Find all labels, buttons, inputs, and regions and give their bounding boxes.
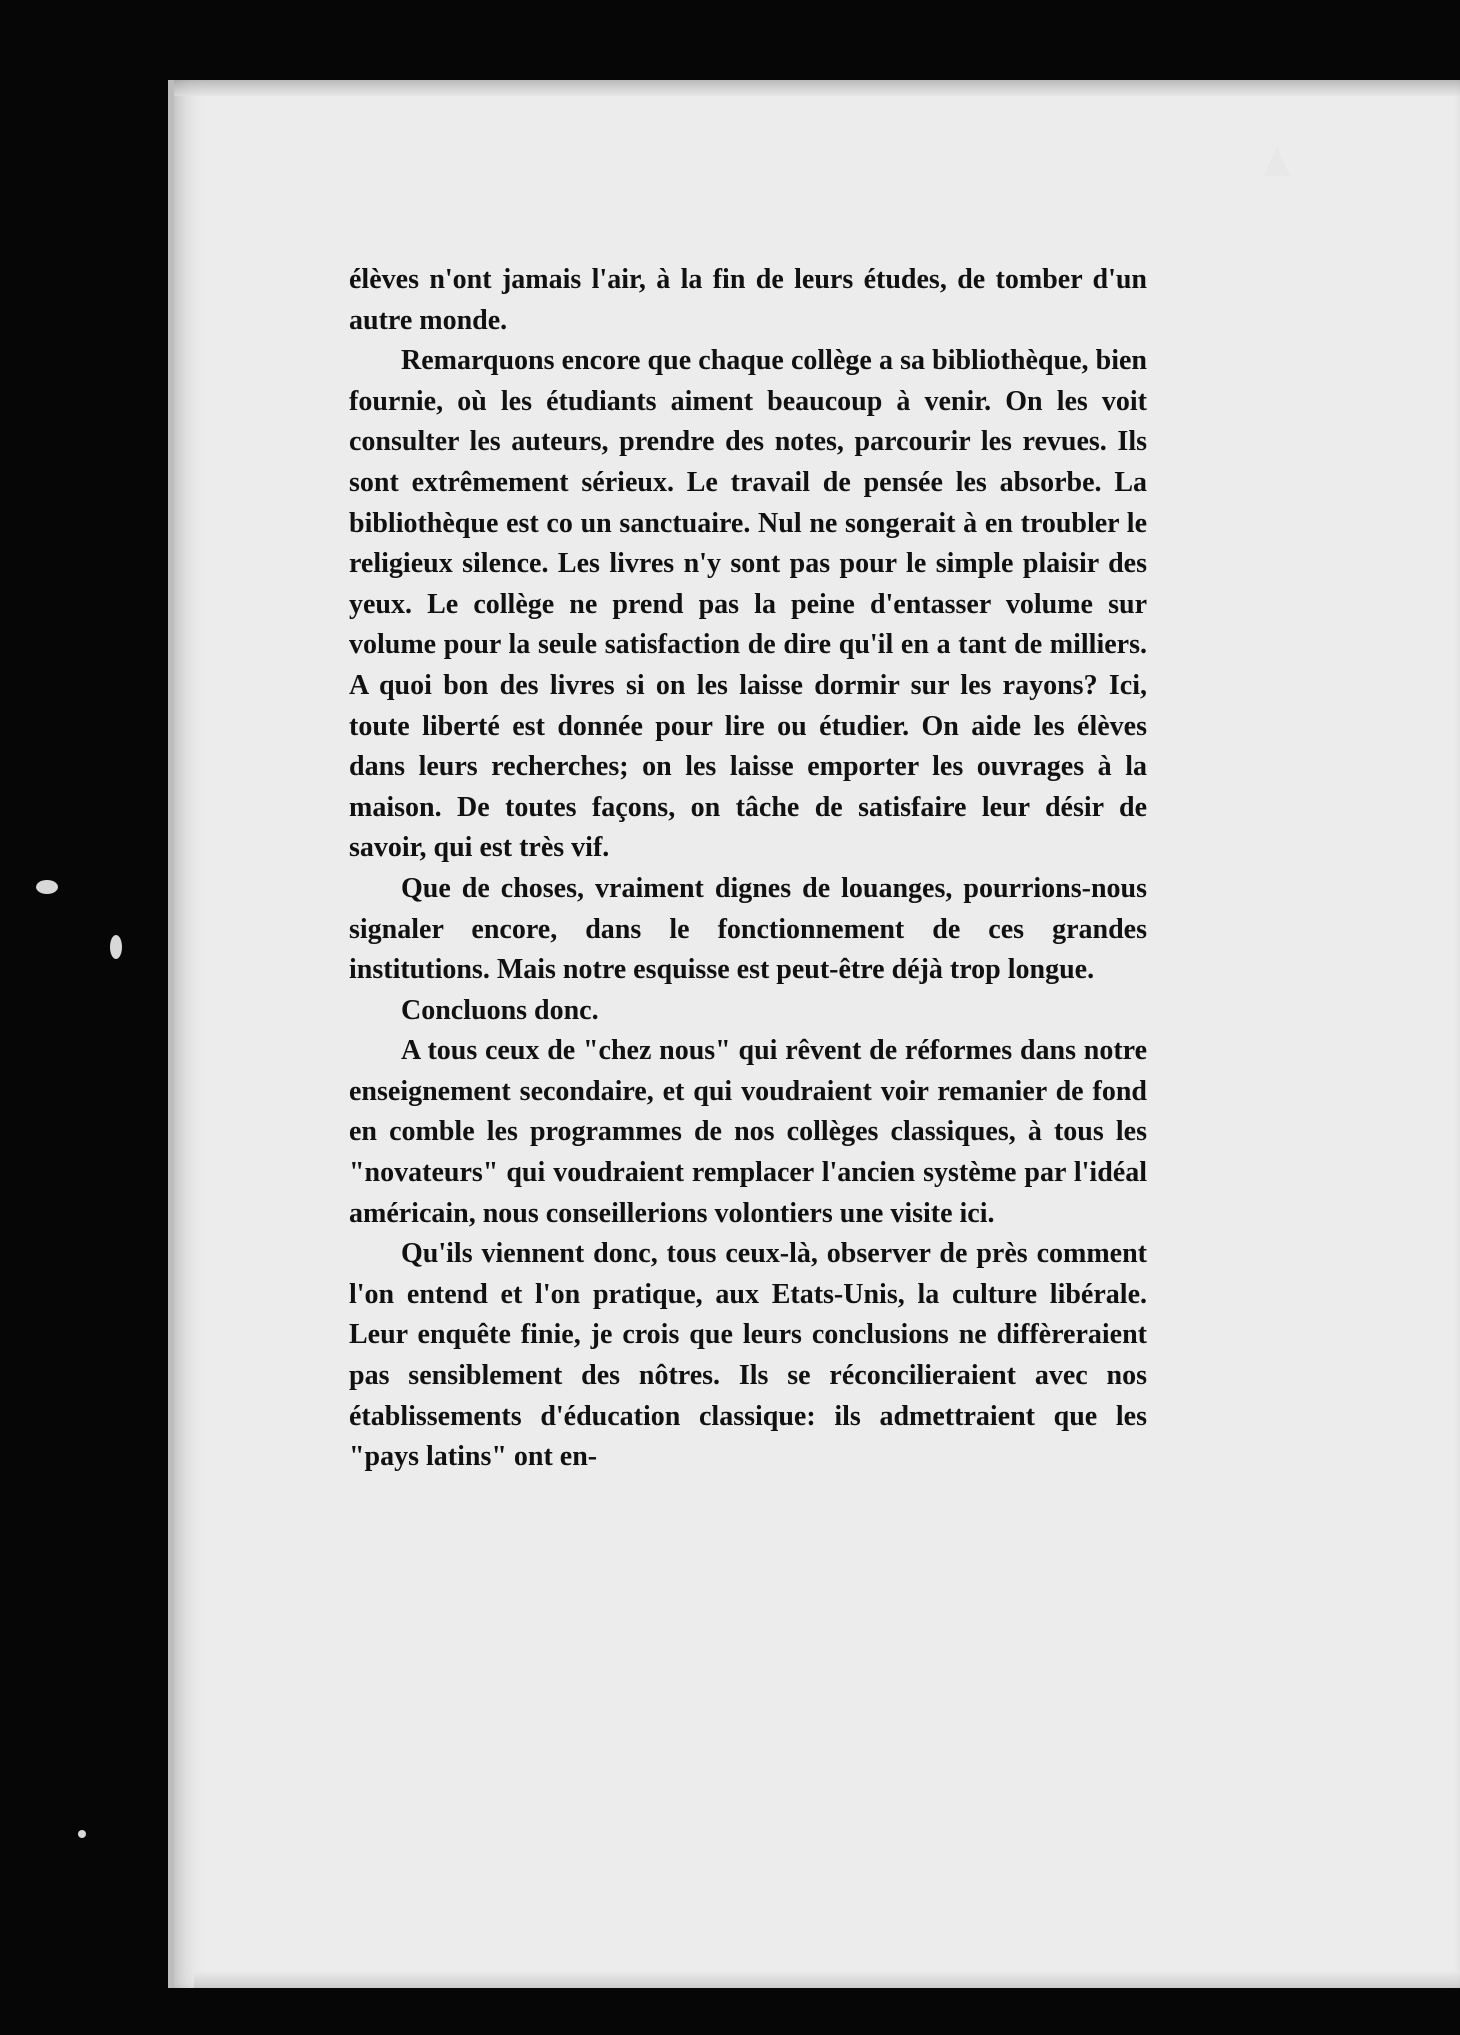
paragraph: A tous ceux de "chez nous" qui rêvent de réformes dans notre enseignement secondaire, et qui voudraient voir remanier de fond en comble les programmes de nos collèges classiques, à tous les "novateurs" qui voudraient remplacer l'ancien système par l'idéal américain, nous conseillerions volontiers une visite ici. bbox=[349, 1035, 1147, 1229]
scan-speck bbox=[36, 880, 58, 894]
paragraph: Qu'ils viennent donc, tous ceux-là, observer de près comment l'on entend et l'on pratique, aux Etats-Unis, la culture libérale. Leur enquête finie, je crois que leurs conclusions ne diffèreraient pas sensiblement des nôtres. Ils se réconcilieraient avec nos établissements d'éducation classique: ils admettraient que les "pays latins" ont en- bbox=[349, 1238, 1147, 1473]
scan-speck bbox=[110, 935, 122, 959]
paragraph: Que de choses, vraiment dignes de louanges, pourrions-nous signaler encore, dans le fonctionnement de ces grandes institutions. Mais notre esquisse est peut-être déjà trop longue. bbox=[349, 872, 1147, 986]
paragraph: élèves n'ont jamais l'air, à la fin de leurs études, de tomber d'un autre monde. bbox=[349, 264, 1147, 336]
paragraph: Remarquons encore que chaque collège a sa bibliothèque, bien fournie, où les étudiants aiment beaucoup à venir. On les voit consulter les auteurs, prendre des notes, parcourir les revues. Ils sont extrêmement sérieux. Le travail de pensée les absorbe. La bibliothèque est co un sanctuaire. Nul ne songerait à en troubler le religieux silence. Les livres n'y sont pas pour le simple plaisir des yeux. Le collège ne prend pas la peine d'entasser volume sur volume pour la seule satisfaction de dire qu'il en a tant de milliers. A quoi bon des livres si on les laisse dormir sur les rayons? Ici, toute liberté est donnée pour lire ou étudier. On aide les élèves dans leurs recherches; on les laisse emporter les ouvrages à la maison. De toutes façons, on tâche de satisfaire leur désir de savoir, qui est très vif. bbox=[349, 345, 1147, 864]
page-tab-mark bbox=[1264, 146, 1290, 176]
document-body bbox=[349, 260, 1147, 1478]
paragraph: Concluons donc. bbox=[401, 994, 599, 1026]
scan-speck bbox=[78, 1830, 86, 1838]
